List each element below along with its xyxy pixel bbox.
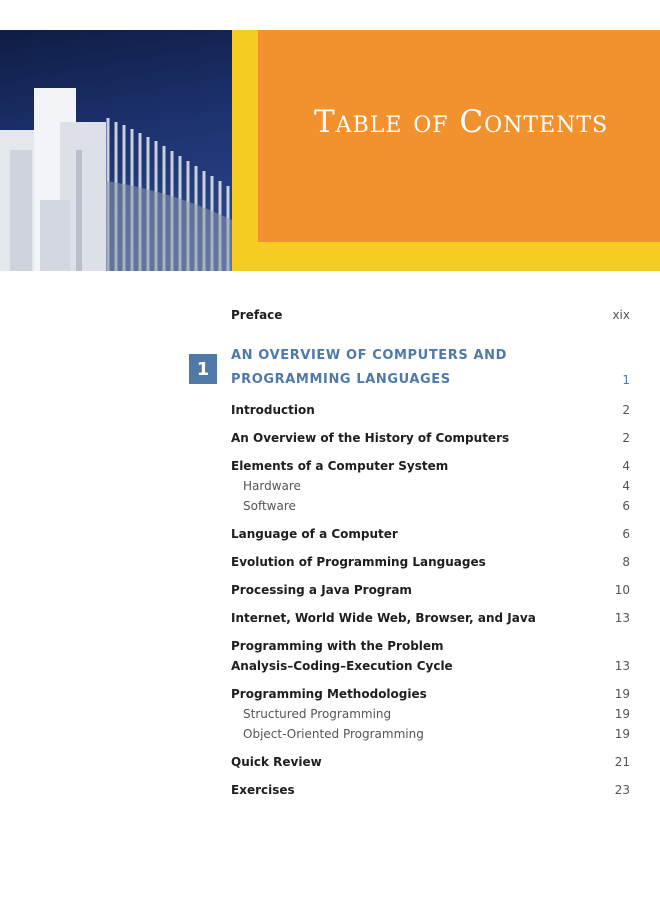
entry-label: Elements of a Computer System: [231, 459, 449, 473]
entry-page: 2: [622, 403, 630, 417]
entry-page: 23: [614, 783, 630, 797]
chapter-title-line1: AN OVERVIEW OF COMPUTERS AND: [231, 348, 508, 363]
page-title: Table of Contents: [314, 104, 609, 140]
toc-entry-preface[interactable]: [231, 306, 630, 324]
toc-subentry[interactable]: [231, 725, 630, 743]
entry-page: xix: [612, 308, 630, 322]
toc-entry[interactable]: [231, 753, 630, 771]
entry-page: 19: [614, 707, 630, 721]
entry-page: 13: [614, 659, 630, 673]
entry-page: 19: [614, 727, 630, 741]
toc-entry[interactable]: [231, 401, 630, 419]
entry-page: 6: [622, 499, 630, 513]
entry-label: Preface: [231, 308, 283, 322]
chapter-title-line2: PROGRAMMING LANGUAGES: [231, 372, 451, 387]
entry-page: 4: [622, 479, 630, 493]
entry-label: Structured Programming: [243, 707, 392, 721]
entry-label: Introduction: [231, 403, 315, 417]
toc-entry[interactable]: [231, 457, 630, 475]
building-photo: [0, 30, 232, 271]
entry-page: 8: [622, 555, 630, 569]
entry-label: Exercises: [231, 783, 295, 797]
entry-label: Programming with the Problem: [231, 639, 444, 653]
entry-label: Object-Oriented Programming: [243, 727, 424, 741]
toc-entry[interactable]: [231, 781, 630, 799]
toc-entry[interactable]: [231, 685, 630, 703]
chapter-number-badge: 1: [189, 354, 217, 384]
toc-entry[interactable]: [231, 609, 630, 627]
entry-label: Evolution of Programming Languages: [231, 555, 486, 569]
entry-page: 19: [614, 687, 630, 701]
toc-entry[interactable]: [231, 637, 630, 655]
chapter-title[interactable]: [231, 344, 561, 392]
entry-label: Quick Review: [231, 755, 322, 769]
chapter-page: 1: [622, 373, 630, 387]
entry-label: Internet, World Wide Web, Browser, and Java: [231, 611, 536, 625]
entry-label: An Overview of the History of Computers: [231, 431, 510, 445]
header-banner: [0, 30, 660, 271]
entry-page: 13: [614, 611, 630, 625]
toc-subentry[interactable]: [231, 477, 630, 495]
entry-label: Language of a Computer: [231, 527, 398, 541]
entry-label: Processing a Java Program: [231, 583, 412, 597]
toc-subentry[interactable]: [231, 497, 630, 515]
toc-subentry[interactable]: [231, 705, 630, 723]
entry-page: 6: [622, 527, 630, 541]
entry-label: Software: [243, 499, 296, 513]
entry-page: 2: [622, 431, 630, 445]
entry-page: 4: [622, 459, 630, 473]
entry-page: 10: [614, 583, 630, 597]
toc-entry[interactable]: [231, 657, 630, 675]
toc-entry[interactable]: [231, 553, 630, 571]
toc-entry[interactable]: [231, 581, 630, 599]
entry-page: 21: [614, 755, 630, 769]
entry-label: Programming Methodologies: [231, 687, 427, 701]
toc-entry[interactable]: [231, 525, 630, 543]
toc-entry[interactable]: [231, 429, 630, 447]
entry-label: Hardware: [243, 479, 301, 493]
entry-label: Analysis–Coding–Execution Cycle: [231, 659, 453, 673]
